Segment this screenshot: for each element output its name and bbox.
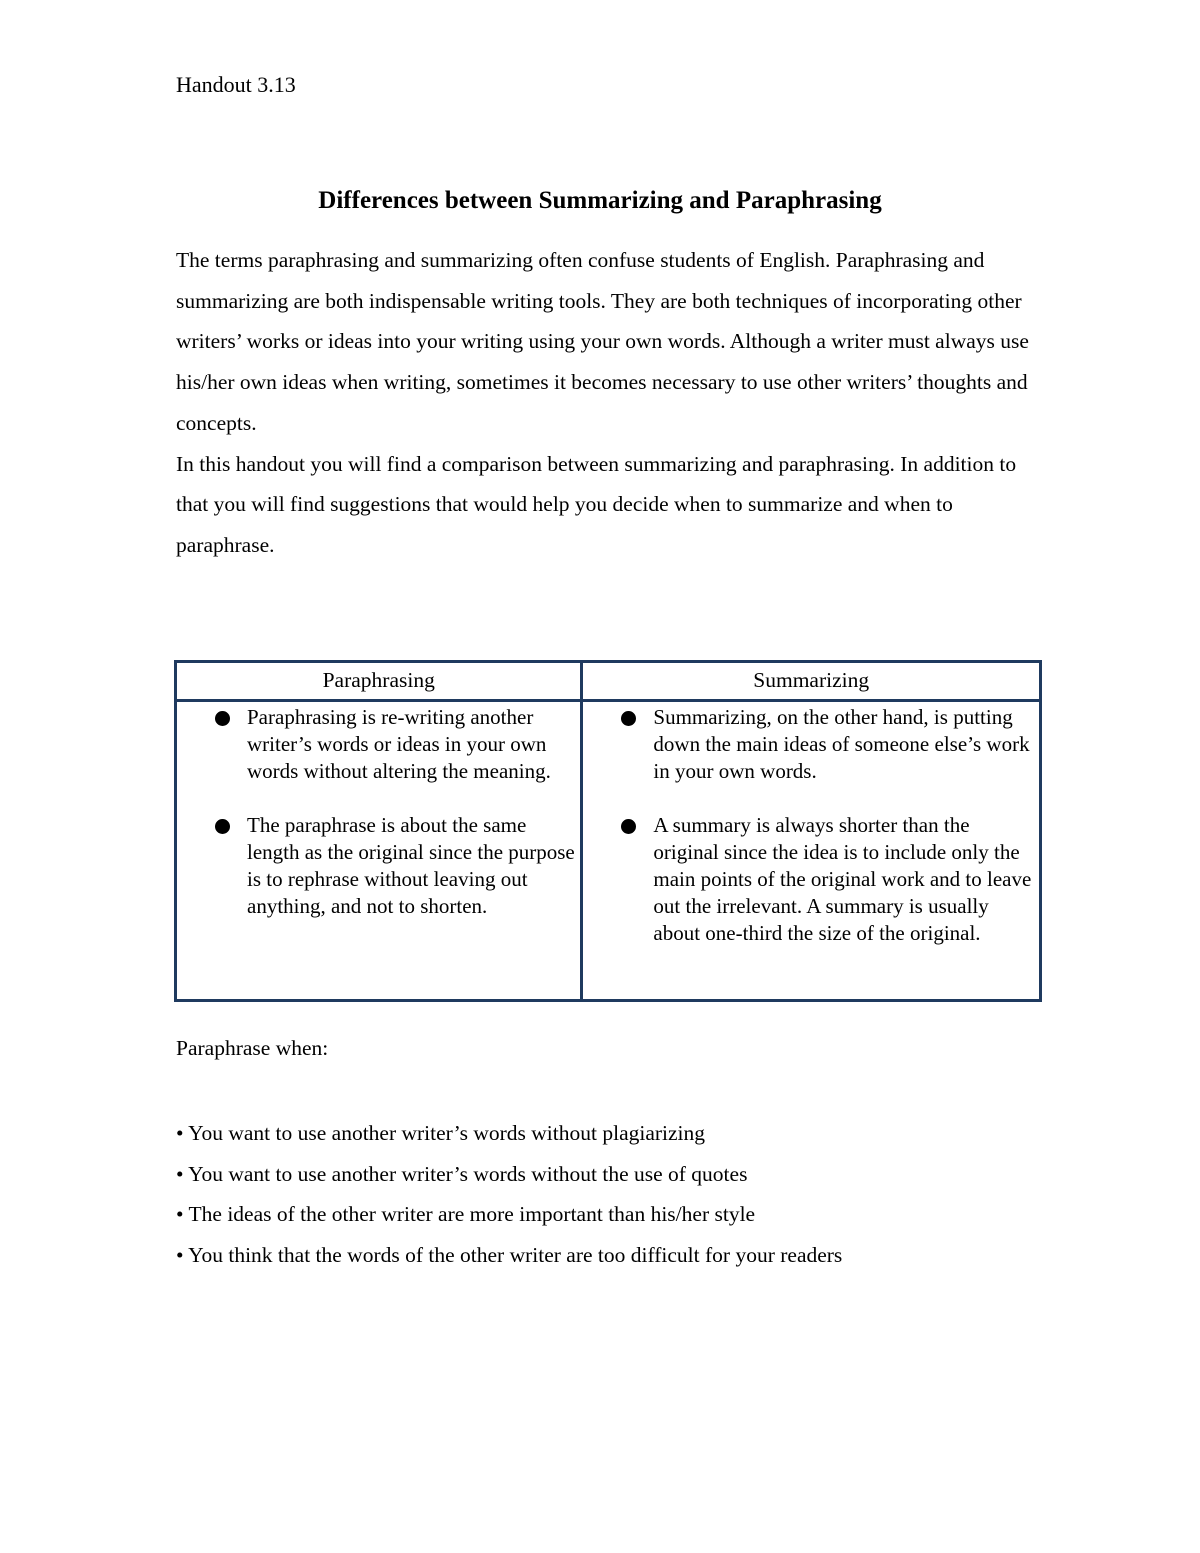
header-summarizing: Summarizing (582, 662, 1041, 701)
intro-paragraph-2: In this handout you will find a comparison between summarizing and paraphrasing. In addition to that you will find suggestions that would help you decide when to summarize and when to paraphrase. (176, 451, 1017, 557)
bullet-icon (215, 819, 230, 834)
paraphrasing-points (177, 702, 580, 920)
table-header-row (176, 662, 1041, 701)
handout-label: Handout 3.13 (176, 72, 296, 97)
list-item (583, 812, 1039, 947)
list-item (177, 812, 580, 920)
bullet-icon (621, 819, 636, 834)
header-paraphrasing: Paraphrasing (176, 662, 582, 701)
summarizing-cell (582, 701, 1041, 1001)
list-item (177, 704, 580, 785)
list-item: • You want to use another writer’s words without the use of quotes (176, 1161, 748, 1186)
paraphrasing-point-2: The paraphrase is about the same length as the original since the purpose is to rephrase without leaving out anything, and not to shorten. (247, 813, 575, 918)
paraphrase-when-heading: Paraphrase when: (176, 1036, 329, 1060)
list-item (583, 704, 1039, 785)
list-item: • The ideas of the other writer are more important than his/her style (176, 1202, 756, 1226)
paraphrase-when-list (176, 1113, 1056, 1275)
bullet-icon (215, 711, 230, 726)
paraphrasing-point-1: Paraphrasing is re-writing another writer’s words or ideas in your own words without altering the meaning. (247, 705, 551, 783)
list-item: • You think that the words of the other writer are too difficult for your readers (176, 1242, 843, 1267)
intro-paragraph-1: The terms paraphrasing and summarizing often confuse students of English. Paraphrasing and summarizing are both indispensable writing tools. They are both techniques of incorporating other writers’ works or ideas into your writing using your own words. Although a writer must always use his/her own ideas when writing, sometimes it becomes necessary to use other writers’ thoughts and concepts. (176, 248, 1029, 435)
summarizing-point-1: Summarizing, on the other hand, is putting down the main ideas of someone else’s work in your own words. (653, 705, 1030, 783)
summarizing-points (583, 702, 1039, 947)
paraphrasing-cell (176, 701, 582, 1001)
list-item: • You want to use another writer’s words without plagiarizing (176, 1121, 706, 1145)
intro-section (176, 240, 1036, 566)
bullet-icon (621, 711, 636, 726)
table-row (176, 701, 1041, 1001)
comparison-table (174, 660, 1042, 1002)
document-title: Differences between Summarizing and Paraphrasing (318, 187, 882, 214)
summarizing-point-2: A summary is always shorter than the original since the idea is to include only the main points of the original work and to leave out the irrelevant. A summary is usually about one-third the size of the original. (653, 813, 1032, 945)
